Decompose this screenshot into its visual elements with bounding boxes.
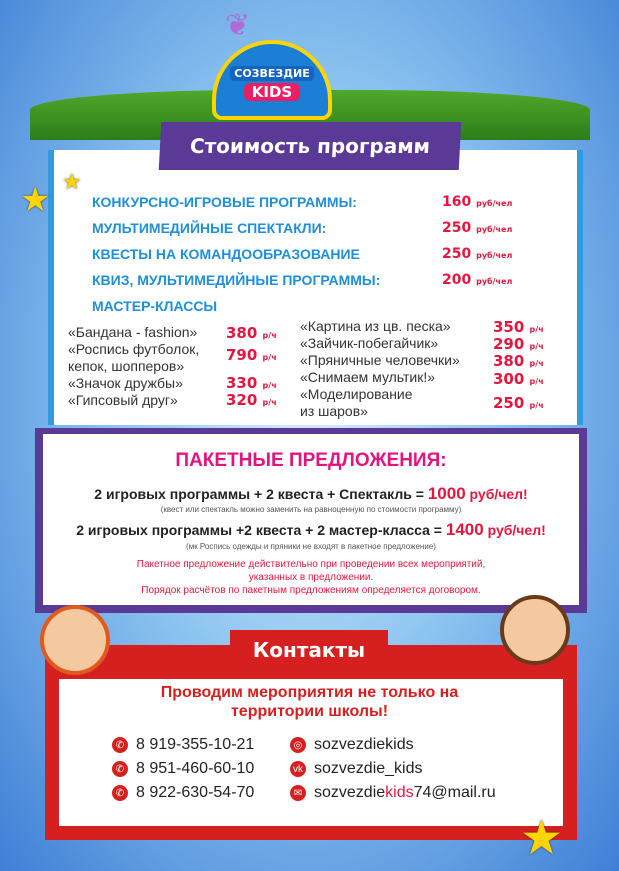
package-terms: Порядок расчётов по пакетным предложениям определяется договором. [141, 585, 481, 596]
logo-text: СОЗВЕЗДИЕ [230, 66, 313, 81]
masterclass-price: 380 р/ч [493, 352, 544, 370]
butterfly-icon: ❦ [225, 8, 251, 43]
package-offer: 2 игровых программы +2 квеста + 2 мастер-класса = 1400 руб/чел! [76, 520, 546, 539]
masterclass-name: «Пряничные человечки» [300, 352, 460, 368]
masterclass-name: «Картина из цв. песка» [300, 318, 451, 334]
package-terms: Пакетное предложение действительно при проведении всех мероприятий, [136, 559, 486, 570]
masterclass-name: «Моделирование из шаров» [300, 386, 413, 419]
phone-icon: ✆ [112, 737, 128, 753]
boy-illustration [500, 595, 570, 665]
category-name: МУЛЬТИМЕДИЙНЫЕ СПЕКТАКЛИ: [92, 220, 327, 236]
masterclass-price: 350 р/ч [493, 318, 544, 336]
category-price: 250 руб/чел [442, 246, 513, 262]
masterclass-price: 330 р/ч [226, 374, 277, 392]
contacts-headline: территории школы! [230, 703, 389, 720]
category-price: 160 руб/чел [442, 194, 513, 210]
category-price: 200 руб/чел [442, 272, 513, 288]
package-note: (квест или спектакль можно заменить на равноценную по стоимости программу) [160, 505, 462, 514]
page-title: Стоимость программ [159, 122, 462, 170]
star-icon: ★ [520, 810, 564, 866]
category-name: КОНКУРСНО-ИГРОВЫЕ ПРОГРАММЫ: [92, 194, 357, 210]
category-price: 250 руб/чел [442, 220, 513, 236]
contacts-title: Контакты [230, 630, 388, 670]
vk-icon: vk [290, 761, 306, 777]
package-offer: 2 игровых программы + 2 квеста + Спектакль = 1000 руб/чел! [94, 484, 528, 503]
category-name: КВЕСТЫ НА КОМАНДООБРАЗОВАНИЕ [92, 246, 360, 262]
girl-illustration [40, 605, 110, 675]
instagram-contact[interactable]: ◎ sozvezdiekids [290, 736, 414, 754]
packages-panel [35, 428, 587, 613]
packages-title: ПАКЕТНЫЕ ПРЕДЛОЖЕНИЯ: [175, 450, 447, 471]
star-icon: ★ [20, 180, 51, 220]
masterclass-name: «Значок дружбы» [68, 375, 183, 391]
mail-icon: ✉ [290, 785, 306, 801]
masterclass-price: 790 р/ч [226, 346, 277, 364]
masterclass-price: 290 р/ч [493, 335, 544, 353]
masterclass-price: 250 р/ч [493, 394, 544, 412]
contacts-headline: Проводим мероприятия не только на [160, 684, 459, 701]
masterclass-price: 380 р/ч [226, 324, 277, 342]
logo-kids: KIDS [244, 83, 300, 101]
masterclass-name: «Бандана - fashion» [68, 324, 198, 340]
masterclass-price: 300 р/ч [493, 370, 544, 388]
phone-icon: ✆ [112, 785, 128, 801]
email-contact[interactable]: ✉ sozvezdiekids74@mail.ru [290, 784, 496, 802]
phone-contact[interactable]: ✆ 8 922-630-54-70 [112, 784, 254, 802]
masterclasses-title: МАСТЕР-КЛАССЫ [92, 298, 218, 314]
package-terms: указанных в предложении. [248, 572, 374, 583]
logo [212, 40, 332, 120]
phone-contact[interactable]: ✆ 8 951-460-60-10 [112, 760, 254, 778]
phone-contact[interactable]: ✆ 8 919-355-10-21 [112, 736, 254, 754]
masterclass-name: «Роспись футболок, кепок, шопперов» [68, 341, 200, 374]
category-name: КВИЗ, МУЛЬТИМЕДИЙНЫЕ ПРОГРАММЫ: [92, 272, 381, 288]
instagram-icon: ◎ [290, 737, 306, 753]
phone-icon: ✆ [112, 761, 128, 777]
vk-contact[interactable]: vk sozvezdie_kids [290, 760, 423, 778]
masterclass-price: 320 р/ч [226, 391, 277, 409]
masterclass-name: «Снимаем мультик!» [300, 369, 436, 385]
masterclass-name: «Гипсовый друг» [68, 392, 178, 408]
package-note: (мк Роспись одежды и пряники не входят в пакетное предложение) [186, 542, 436, 551]
star-icon: ★ [62, 170, 82, 195]
masterclass-name: «Зайчик-побегайчик» [300, 335, 439, 351]
